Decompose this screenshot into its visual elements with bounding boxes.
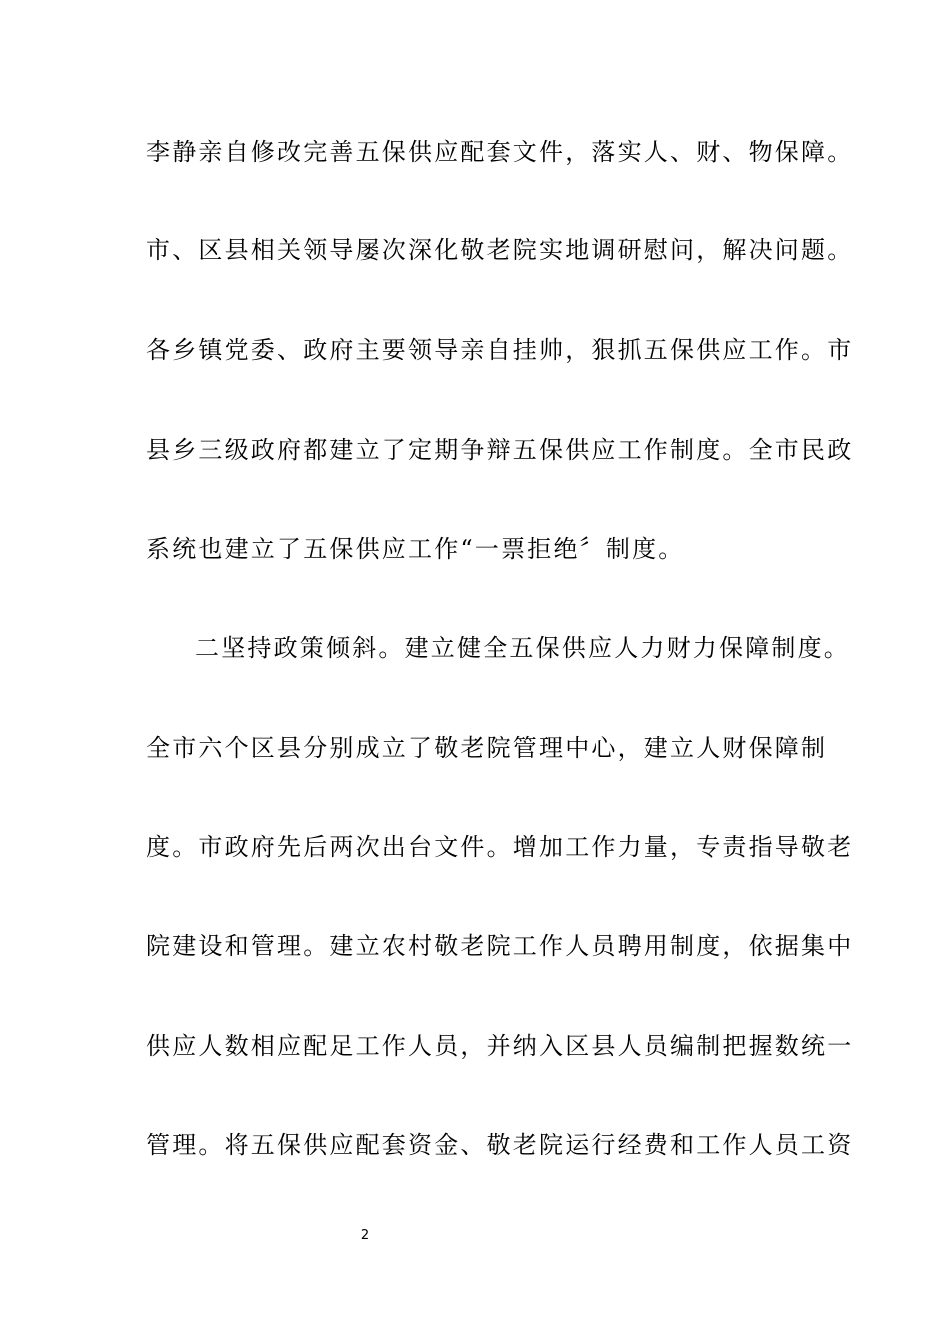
body-text-line: 供应人数相应配足工作人员，并纳入区县人员编制把握数统一	[146, 1032, 854, 1060]
body-text-line: 李静亲自修改完善五保供应配套文件，落实人、财、物保障。	[146, 138, 854, 166]
body-text-line: 市、区县相关领导屡次深化敬老院实地调研慰问，解决问题。	[146, 236, 854, 264]
body-text-line: 系统也建立了五保供应工作“一票拒绝〞制度。	[146, 535, 685, 563]
body-text-line: 管理。将五保供应配套资金、敬老院运行经费和工作人员工资	[146, 1131, 854, 1159]
body-text-line: 全市六个区县分别成立了敬老院管理中心，建立人财保障制	[146, 734, 828, 762]
body-text-line: 院建设和管理。建立农村敬老院工作人员聘用制度，依据集中	[146, 932, 854, 960]
body-text-line: 县乡三级政府都建立了定期争辩五保供应工作制度。全市民政	[146, 436, 854, 464]
body-text-line: 度。市政府先后两次出台文件。增加工作力量，专责指导敬老	[146, 833, 854, 861]
paragraph-first-line: 二坚持政策倾斜。建立健全五保供应人力财力保障制度。	[195, 634, 850, 662]
page-number: 2	[360, 1228, 370, 1243]
body-text-line: 各乡镇党委、政府主要领导亲自挂帅，狠抓五保供应工作。市	[146, 336, 854, 364]
